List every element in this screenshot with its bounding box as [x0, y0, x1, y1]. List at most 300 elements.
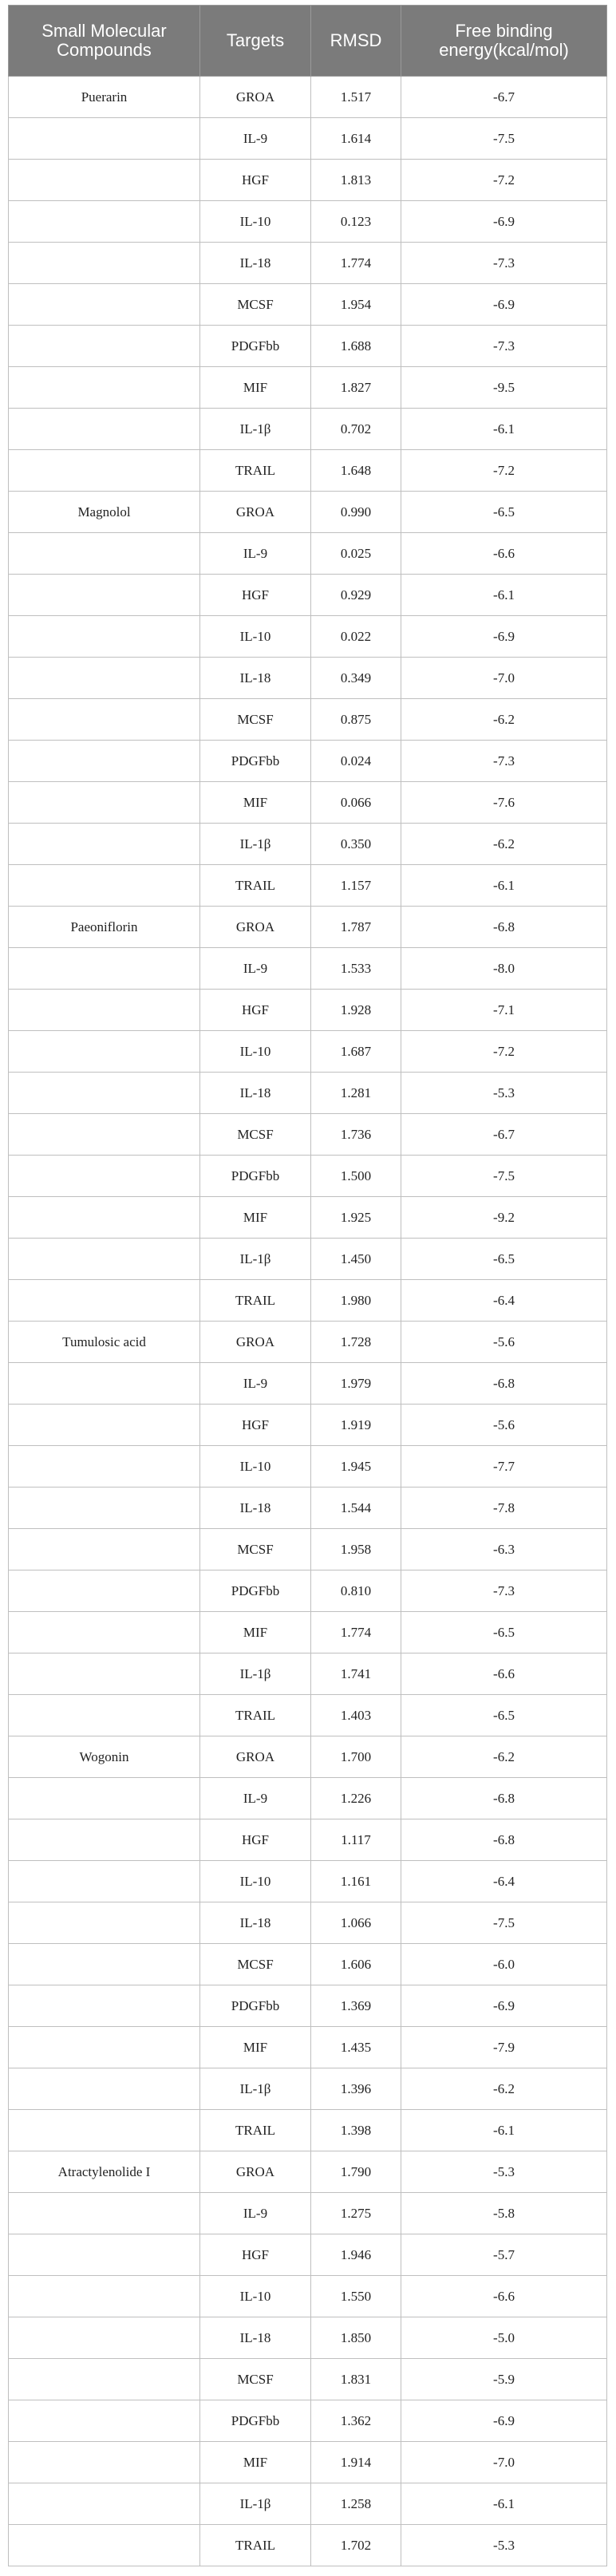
cell-target: PDGFbb [200, 2400, 311, 2442]
cell-compound [9, 1944, 200, 1985]
cell-compound [9, 243, 200, 284]
cell-rmsd: 1.403 [311, 1695, 401, 1736]
cell-energy: -7.8 [401, 1488, 607, 1529]
table-row [9, 409, 607, 450]
cell-compound [9, 948, 200, 990]
cell-target: MCSF [200, 284, 311, 326]
cell-rmsd: 1.946 [311, 2234, 401, 2276]
table-row [9, 1653, 607, 1695]
table-row [9, 2525, 607, 2566]
cell-compound: Paeoniflorin [9, 907, 200, 948]
cell-rmsd: 1.517 [311, 77, 401, 118]
cell-energy: -6.7 [401, 1114, 607, 1156]
cell-target: IL-9 [200, 2193, 311, 2234]
cell-compound [9, 865, 200, 907]
table-row [9, 1322, 607, 1363]
cell-compound [9, 2276, 200, 2317]
table-row [9, 118, 607, 160]
cell-energy: -6.1 [401, 2483, 607, 2525]
cell-energy: -7.2 [401, 1031, 607, 1073]
cell-rmsd: 1.398 [311, 2110, 401, 2151]
cell-energy: -6.6 [401, 2276, 607, 2317]
cell-target: IL-1β [200, 1239, 311, 1280]
table-row [9, 1446, 607, 1488]
cell-rmsd: 1.958 [311, 1529, 401, 1570]
cell-rmsd: 1.450 [311, 1239, 401, 1280]
cell-energy: -7.3 [401, 326, 607, 367]
cell-compound [9, 1985, 200, 2027]
cell-rmsd: 0.022 [311, 616, 401, 658]
cell-rmsd: 1.117 [311, 1819, 401, 1861]
cell-rmsd: 1.550 [311, 2276, 401, 2317]
table-header [9, 6, 607, 77]
cell-rmsd: 1.161 [311, 1861, 401, 1902]
cell-rmsd: 1.066 [311, 1902, 401, 1944]
cell-energy: -6.9 [401, 1985, 607, 2027]
cell-energy: -7.7 [401, 1446, 607, 1488]
cell-energy: -6.9 [401, 2400, 607, 2442]
cell-energy: -6.5 [401, 492, 607, 533]
cell-compound [9, 2442, 200, 2483]
cell-target: GROA [200, 492, 311, 533]
cell-rmsd: 1.435 [311, 2027, 401, 2068]
cell-rmsd: 0.350 [311, 824, 401, 865]
cell-energy: -5.0 [401, 2317, 607, 2359]
table-row [9, 1114, 607, 1156]
cell-compound [9, 1778, 200, 1819]
table-row [9, 2110, 607, 2151]
cell-compound [9, 201, 200, 243]
cell-energy: -7.9 [401, 2027, 607, 2068]
cell-rmsd: 0.810 [311, 1570, 401, 1612]
cell-target: GROA [200, 77, 311, 118]
cell-target: IL-1β [200, 824, 311, 865]
cell-compound [9, 1156, 200, 1197]
cell-rmsd: 1.980 [311, 1280, 401, 1322]
cell-compound [9, 1073, 200, 1114]
cell-rmsd: 1.928 [311, 990, 401, 1031]
table-row [9, 2359, 607, 2400]
cell-rmsd: 1.533 [311, 948, 401, 990]
cell-rmsd: 1.688 [311, 326, 401, 367]
cell-compound: Wogonin [9, 1736, 200, 1778]
table-row [9, 367, 607, 409]
cell-target: IL-18 [200, 2317, 311, 2359]
cell-energy: -7.3 [401, 243, 607, 284]
cell-target: GROA [200, 2151, 311, 2193]
table-row [9, 1778, 607, 1819]
cell-rmsd: 1.736 [311, 1114, 401, 1156]
cell-rmsd: 1.787 [311, 907, 401, 948]
cell-compound [9, 1612, 200, 1653]
cell-compound [9, 1861, 200, 1902]
cell-target: MIF [200, 782, 311, 824]
table-row [9, 243, 607, 284]
table-row [9, 1031, 607, 1073]
cell-rmsd: 1.614 [311, 118, 401, 160]
cell-energy: -6.5 [401, 1239, 607, 1280]
header-targets: Targets [200, 6, 311, 77]
cell-target: IL-18 [200, 1902, 311, 1944]
cell-compound [9, 782, 200, 824]
table-row [9, 2276, 607, 2317]
cell-compound [9, 990, 200, 1031]
cell-rmsd: 1.925 [311, 1197, 401, 1239]
header-rmsd: RMSD [311, 6, 401, 77]
cell-rmsd: 1.702 [311, 2525, 401, 2566]
cell-energy: -6.8 [401, 1778, 607, 1819]
table-row [9, 1405, 607, 1446]
cell-energy: -7.2 [401, 450, 607, 492]
cell-target: TRAIL [200, 2525, 311, 2566]
table-row [9, 2068, 607, 2110]
cell-energy: -7.0 [401, 658, 607, 699]
cell-target: MCSF [200, 1944, 311, 1985]
cell-energy: -7.5 [401, 1902, 607, 1944]
cell-target: IL-10 [200, 616, 311, 658]
cell-compound [9, 2400, 200, 2442]
cell-target: GROA [200, 1736, 311, 1778]
cell-compound [9, 2234, 200, 2276]
table-row [9, 1239, 607, 1280]
cell-target: IL-9 [200, 533, 311, 575]
cell-rmsd: 0.349 [311, 658, 401, 699]
table-row [9, 1695, 607, 1736]
cell-energy: -6.2 [401, 699, 607, 741]
cell-target: IL-18 [200, 243, 311, 284]
cell-energy: -5.3 [401, 1073, 607, 1114]
cell-target: IL-18 [200, 1073, 311, 1114]
cell-compound [9, 367, 200, 409]
cell-energy: -6.8 [401, 1363, 607, 1405]
cell-compound: Magnolol [9, 492, 200, 533]
cell-rmsd: 1.500 [311, 1156, 401, 1197]
cell-compound [9, 1280, 200, 1322]
cell-energy: -6.0 [401, 1944, 607, 1985]
table-row [9, 2400, 607, 2442]
cell-target: GROA [200, 1322, 311, 1363]
cell-compound [9, 741, 200, 782]
cell-target: HGF [200, 990, 311, 1031]
cell-energy: -8.0 [401, 948, 607, 990]
cell-energy: -6.9 [401, 284, 607, 326]
header-energy: Free binding energy(kcal/mol) [401, 6, 607, 77]
cell-energy: -6.5 [401, 1612, 607, 1653]
cell-energy: -7.3 [401, 1570, 607, 1612]
cell-energy: -7.3 [401, 741, 607, 782]
table-row [9, 533, 607, 575]
cell-target: TRAIL [200, 1695, 311, 1736]
cell-rmsd: 1.914 [311, 2442, 401, 2483]
table-body [9, 77, 607, 2566]
table-row [9, 1902, 607, 1944]
table-row [9, 907, 607, 948]
cell-target: IL-9 [200, 1363, 311, 1405]
cell-energy: -6.2 [401, 1736, 607, 1778]
cell-energy: -7.5 [401, 1156, 607, 1197]
cell-rmsd: 1.954 [311, 284, 401, 326]
cell-compound [9, 658, 200, 699]
cell-rmsd: 1.275 [311, 2193, 401, 2234]
cell-rmsd: 1.850 [311, 2317, 401, 2359]
cell-target: MCSF [200, 1114, 311, 1156]
table-row [9, 2193, 607, 2234]
cell-target: HGF [200, 575, 311, 616]
cell-rmsd: 1.741 [311, 1653, 401, 1695]
cell-compound [9, 2027, 200, 2068]
cell-rmsd: 1.774 [311, 1612, 401, 1653]
cell-compound [9, 1114, 200, 1156]
cell-rmsd: 0.929 [311, 575, 401, 616]
table-row [9, 658, 607, 699]
table-row [9, 492, 607, 533]
cell-target: HGF [200, 160, 311, 201]
cell-energy: -6.9 [401, 616, 607, 658]
header-row [9, 6, 607, 77]
cell-energy: -6.4 [401, 1280, 607, 1322]
cell-rmsd: 1.790 [311, 2151, 401, 2193]
cell-compound: Tumulosic acid [9, 1322, 200, 1363]
cell-energy: -7.0 [401, 2442, 607, 2483]
cell-target: MCSF [200, 2359, 311, 2400]
table-row [9, 2027, 607, 2068]
cell-compound [9, 1405, 200, 1446]
cell-rmsd: 1.362 [311, 2400, 401, 2442]
table-row [9, 824, 607, 865]
table-row [9, 1280, 607, 1322]
cell-compound: Puerarin [9, 77, 200, 118]
cell-target: IL-10 [200, 1446, 311, 1488]
cell-target: IL-9 [200, 1778, 311, 1819]
cell-compound [9, 616, 200, 658]
cell-target: IL-1β [200, 2483, 311, 2525]
cell-rmsd: 1.945 [311, 1446, 401, 1488]
cell-rmsd: 1.827 [311, 367, 401, 409]
cell-target: IL-1β [200, 1653, 311, 1695]
table-row [9, 77, 607, 118]
cell-compound [9, 824, 200, 865]
cell-target: MIF [200, 1197, 311, 1239]
table-row [9, 1197, 607, 1239]
cell-energy: -6.4 [401, 1861, 607, 1902]
table-row [9, 450, 607, 492]
cell-energy: -6.2 [401, 824, 607, 865]
table-row [9, 284, 607, 326]
table-row [9, 160, 607, 201]
cell-target: MIF [200, 2027, 311, 2068]
cell-rmsd: 0.025 [311, 533, 401, 575]
cell-rmsd: 1.258 [311, 2483, 401, 2525]
cell-rmsd: 1.979 [311, 1363, 401, 1405]
cell-target: PDGFbb [200, 741, 311, 782]
cell-target: GROA [200, 907, 311, 948]
cell-rmsd: 1.369 [311, 1985, 401, 2027]
table-row [9, 1861, 607, 1902]
cell-rmsd: 0.123 [311, 201, 401, 243]
docking-results-table [8, 5, 607, 2566]
cell-energy: -6.1 [401, 409, 607, 450]
cell-target: IL-1β [200, 2068, 311, 2110]
cell-rmsd: 0.066 [311, 782, 401, 824]
cell-target: IL-10 [200, 1861, 311, 1902]
table-row [9, 782, 607, 824]
cell-target: TRAIL [200, 1280, 311, 1322]
cell-compound [9, 450, 200, 492]
cell-energy: -5.7 [401, 2234, 607, 2276]
cell-target: IL-9 [200, 118, 311, 160]
cell-target: IL-9 [200, 948, 311, 990]
cell-compound [9, 1695, 200, 1736]
table-row [9, 2317, 607, 2359]
table-row [9, 1156, 607, 1197]
cell-energy: -5.6 [401, 1405, 607, 1446]
cell-energy: -7.6 [401, 782, 607, 824]
cell-energy: -6.2 [401, 2068, 607, 2110]
cell-target: IL-10 [200, 201, 311, 243]
cell-compound [9, 1197, 200, 1239]
cell-rmsd: 1.157 [311, 865, 401, 907]
cell-energy: -6.8 [401, 907, 607, 948]
cell-rmsd: 1.606 [311, 1944, 401, 1985]
table-row [9, 616, 607, 658]
cell-compound [9, 160, 200, 201]
table-row [9, 1944, 607, 1985]
cell-rmsd: 1.544 [311, 1488, 401, 1529]
cell-rmsd: 1.919 [311, 1405, 401, 1446]
table-row [9, 699, 607, 741]
cell-energy: -6.1 [401, 2110, 607, 2151]
cell-compound [9, 2359, 200, 2400]
cell-rmsd: 1.226 [311, 1778, 401, 1819]
cell-compound [9, 2317, 200, 2359]
table-row [9, 1363, 607, 1405]
cell-energy: -6.6 [401, 1653, 607, 1695]
cell-target: PDGFbb [200, 1156, 311, 1197]
table-row [9, 2151, 607, 2193]
cell-rmsd: 1.813 [311, 160, 401, 201]
cell-rmsd: 1.700 [311, 1736, 401, 1778]
cell-rmsd: 0.024 [311, 741, 401, 782]
cell-compound [9, 533, 200, 575]
cell-compound [9, 326, 200, 367]
cell-target: HGF [200, 1405, 311, 1446]
cell-target: IL-18 [200, 1488, 311, 1529]
cell-compound [9, 575, 200, 616]
cell-compound [9, 1446, 200, 1488]
table-row [9, 2483, 607, 2525]
cell-target: IL-10 [200, 2276, 311, 2317]
cell-compound [9, 1902, 200, 1944]
cell-target: IL-1β [200, 409, 311, 450]
cell-compound [9, 2525, 200, 2566]
cell-rmsd: 1.728 [311, 1322, 401, 1363]
cell-compound [9, 1488, 200, 1529]
cell-energy: -6.5 [401, 1695, 607, 1736]
cell-energy: -6.6 [401, 533, 607, 575]
table-row [9, 1570, 607, 1612]
cell-energy: -5.3 [401, 2151, 607, 2193]
cell-rmsd: 1.281 [311, 1073, 401, 1114]
cell-energy: -7.1 [401, 990, 607, 1031]
cell-compound: Atractylenolide I [9, 2151, 200, 2193]
cell-target: PDGFbb [200, 1985, 311, 2027]
cell-energy: -6.8 [401, 1819, 607, 1861]
cell-rmsd: 1.687 [311, 1031, 401, 1073]
cell-target: MIF [200, 367, 311, 409]
cell-energy: -7.5 [401, 118, 607, 160]
cell-compound [9, 1570, 200, 1612]
header-compound: Small Molecular Compounds [9, 6, 200, 77]
cell-compound [9, 1653, 200, 1695]
cell-target: PDGFbb [200, 1570, 311, 1612]
cell-rmsd: 1.648 [311, 450, 401, 492]
cell-compound [9, 1529, 200, 1570]
table-row [9, 865, 607, 907]
cell-target: IL-18 [200, 658, 311, 699]
table-row [9, 1985, 607, 2027]
cell-target: PDGFbb [200, 326, 311, 367]
cell-rmsd: 1.396 [311, 2068, 401, 2110]
cell-energy: -6.1 [401, 575, 607, 616]
table-row [9, 948, 607, 990]
table-row [9, 2234, 607, 2276]
cell-rmsd: 1.831 [311, 2359, 401, 2400]
cell-energy: -7.2 [401, 160, 607, 201]
cell-compound [9, 118, 200, 160]
cell-energy: -5.6 [401, 1322, 607, 1363]
cell-energy: -9.5 [401, 367, 607, 409]
cell-energy: -6.7 [401, 77, 607, 118]
cell-compound [9, 409, 200, 450]
table-row [9, 1073, 607, 1114]
cell-compound [9, 699, 200, 741]
cell-energy: -5.9 [401, 2359, 607, 2400]
docking-table-container [8, 5, 606, 2566]
cell-target: TRAIL [200, 2110, 311, 2151]
cell-target: IL-10 [200, 1031, 311, 1073]
cell-rmsd: 0.702 [311, 409, 401, 450]
table-row [9, 1612, 607, 1653]
table-row [9, 1819, 607, 1861]
cell-target: MIF [200, 2442, 311, 2483]
cell-compound [9, 2110, 200, 2151]
cell-compound [9, 2483, 200, 2525]
cell-rmsd: 0.990 [311, 492, 401, 533]
cell-energy: -6.3 [401, 1529, 607, 1570]
cell-compound [9, 1031, 200, 1073]
table-row [9, 575, 607, 616]
cell-rmsd: 0.875 [311, 699, 401, 741]
cell-target: HGF [200, 2234, 311, 2276]
cell-target: MIF [200, 1612, 311, 1653]
cell-rmsd: 1.774 [311, 243, 401, 284]
cell-compound [9, 284, 200, 326]
cell-energy: -9.2 [401, 1197, 607, 1239]
cell-energy: -6.9 [401, 201, 607, 243]
table-row [9, 990, 607, 1031]
cell-compound [9, 1363, 200, 1405]
cell-compound [9, 2193, 200, 2234]
cell-compound [9, 2068, 200, 2110]
cell-target: TRAIL [200, 865, 311, 907]
cell-target: HGF [200, 1819, 311, 1861]
table-row [9, 201, 607, 243]
table-row [9, 1736, 607, 1778]
cell-compound [9, 1819, 200, 1861]
cell-compound [9, 1239, 200, 1280]
table-row [9, 326, 607, 367]
table-row [9, 2442, 607, 2483]
